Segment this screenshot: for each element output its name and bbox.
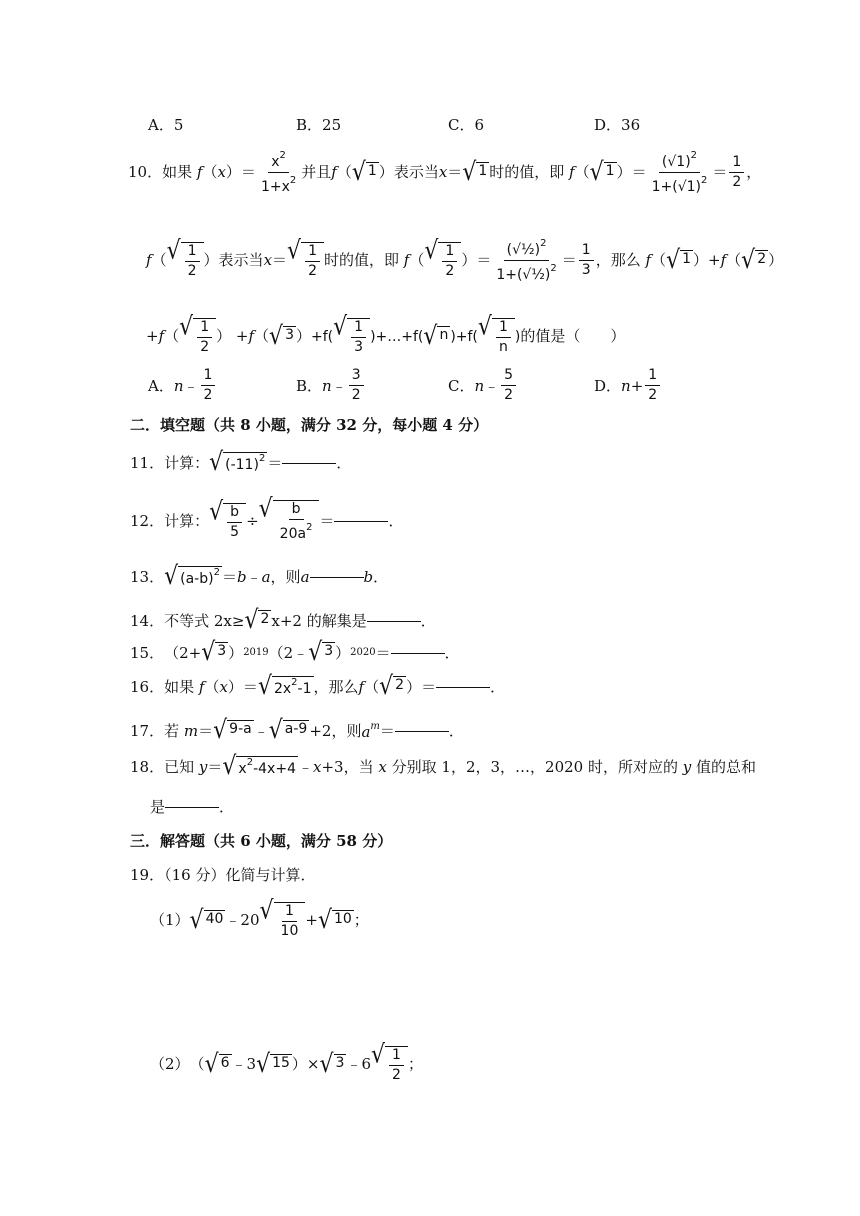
q19-part-1: （1） √ 40 ﹣20 √ $\frac{1}{10}$ + √ 10 ； (150, 896, 369, 940)
q9-option-c: C．6 (448, 116, 485, 134)
q10-text-7: ，那么 (595, 251, 641, 270)
section-3-title: 三．解答题（共 6 小题，满分 58 分） (130, 832, 393, 850)
q10-line-1: 10． 如果 f （ x ）＝ $\frac{x^2}{1+x^2}$ 并且 f （ √ 1 ） 表示当 x ＝ √ 1 时的值，即 f （ √ 1 ）＝ $\frac{(√1)^2}{1+(√1)^2}$ ＝ $\frac{1}{2}$ ， (128, 150, 762, 196)
section-2-title: 二．填空题（共 8 小题，满分 32 分，每小题 4 分） (130, 416, 489, 434)
q17: 17． 若 m ＝ √ 9-a ﹣ √ a-9 +2 ，则 $a^m$ ＝ ． (130, 716, 464, 745)
q16: 16． 如果 f （ x ）＝ √ $2x^2-1$ ，那么 f （ √ 2 ）＝ ． (130, 672, 506, 701)
q19-part-2: （2） （ √ 6 ﹣3 √ 15 ）× √ 3 ﹣6 √ $\frac{1}{2}$ ； (150, 1040, 423, 1084)
q10-option-b: B． n ﹣ $\frac{3}{2}$ (296, 368, 366, 404)
q15: 15． （2+ √ 3 ） 2019 （2﹣ √ 3 ） 2020 ＝ ． (130, 638, 460, 667)
q18-line-2: 是 ． (150, 798, 235, 816)
q9-option-a: A．5 (148, 116, 184, 134)
q14: 14． 不等式 2x≥ √ 2 x+2 的解集是 ． (130, 606, 436, 635)
q18-line-1: 18． 已知 y ＝ √ $x^2-4x+4$ ﹣ x +3 ，当 x 分别取 1，2，3，…，2020 时，所对应的 y 值的总和 (130, 752, 757, 781)
q10-option-d: D． n + $\frac{1}{2}$ (594, 368, 662, 404)
q13: 13． √ $(a-b)^2$ ＝ b ﹣ a ，则 a b ． (130, 562, 389, 591)
q10-line-3: + f （ √ $\frac{1}{2}$ ） + f （ √ 3 ） +f( √ $\frac{1}{3}$ )+…+f( √ n )+f( √ $\frac{1}{n}$ ) 的值是（ ） (146, 312, 626, 356)
q10-text-4: 时的值，即 (489, 163, 565, 182)
q11: 11． 计算： √ $(-11)^2$ ＝ ． (130, 448, 352, 477)
q10-text-6: 时的值，即 (324, 251, 400, 270)
q12: 12． 计算： √ $\frac{b}{5}$ ÷ √ $\frac{b}{20a^2}$ ＝ ． (130, 494, 404, 543)
q10-option-a: A． n ﹣ $\frac{1}{2}$ (148, 368, 217, 404)
q9-option-b: B．25 (296, 116, 342, 134)
q9-option-d: D．36 (594, 116, 641, 134)
q10-option-c: C． n ﹣ $\frac{5}{2}$ (448, 368, 518, 404)
q10-text-5: 表示当 (218, 251, 264, 270)
q10-text-2: 并且 (301, 163, 332, 182)
q10-text-3: 表示当 (393, 163, 439, 182)
q10-text-1: 如果 (162, 163, 193, 182)
q19-header: 19．（16 分）化简与计算． (130, 866, 316, 884)
q10-text-8: 的值是（ ） (520, 327, 626, 346)
q10-line-2: f （ √ $\frac{1}{2}$ ） 表示当 x ＝ √ $\frac{1}{2}$ 时的值，即 f （ √ $\frac{1}{2}$ ）＝ $\frac{(√\frac{1}{2})^2}{1+(√\frac{1}{2})^2}$ ＝ $\frac{1}{3}$ ，那么 f （ √ 1 ）+ f （ √ 2 ） (146, 236, 784, 284)
q10-number: 10． (128, 163, 163, 182)
